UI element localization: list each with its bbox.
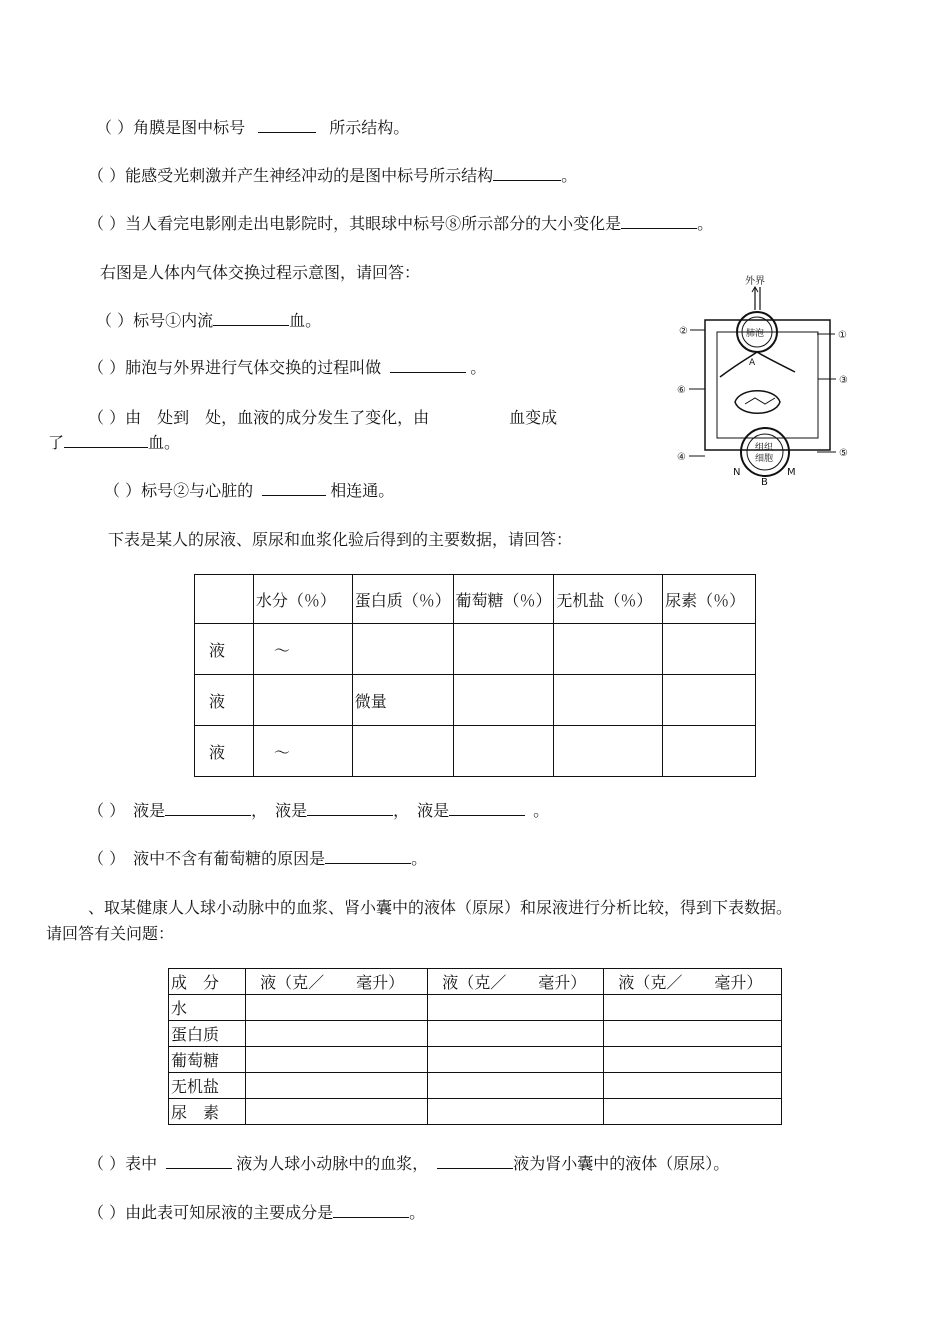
svg-text:⑤: ⑤: [839, 448, 848, 459]
answer-blank[interactable]: [390, 358, 466, 373]
section-intro: 请回答有关问题：: [46, 924, 175, 943]
answer-blank[interactable]: [64, 433, 148, 448]
svg-text:组织: 组织: [755, 443, 774, 453]
table-header-row: 成 分 液（克／ 毫升） 液（克／ 毫升） 液（克／ 毫升）: [169, 969, 782, 995]
table-row: 液 ～: [195, 624, 756, 675]
question-line: （ ）能感受光刺激并产生神经冲动的是图中标号所示结构 。: [88, 166, 578, 185]
label-alveolus: 肺泡: [746, 329, 765, 339]
svg-text:②: ②: [679, 326, 688, 337]
answer-blank[interactable]: [437, 1154, 513, 1169]
question-line: （ ）标号②与心脏的 相连通。: [104, 481, 395, 500]
answer-blank[interactable]: [166, 1154, 232, 1169]
question-line: （ ） 液是 ， 液是 ， 液是 。: [88, 801, 550, 820]
answer-blank[interactable]: [449, 801, 525, 816]
answer-blank[interactable]: [262, 481, 326, 496]
question-line: （ ）表中 液为人球小动脉中的血浆， 液为肾小囊中的液体（原尿）。: [88, 1154, 730, 1173]
table-row: 液 微量: [195, 675, 756, 726]
svg-text:①: ①: [838, 330, 847, 341]
svg-text:N: N: [733, 467, 741, 478]
svg-text:细胞: 细胞: [755, 454, 774, 464]
question-line: 了 血。: [48, 433, 181, 452]
question-line: （ ）当人看完电影刚走出电影院时，其眼球中标号⑧所示部分的大小变化是 。: [88, 214, 714, 233]
table-row: 蛋白质: [169, 1021, 782, 1047]
answer-blank[interactable]: [325, 849, 411, 864]
answer-blank[interactable]: [621, 214, 697, 229]
section-intro: 下表是某人的尿液、原尿和血浆化验后得到的主要数据，请回答：: [108, 530, 573, 549]
question-line: （ ）由 处到 处，血液的成分发生了变化，由 血变成: [88, 408, 558, 427]
section-intro: 右图是人体内气体交换过程示意图，请回答：: [100, 263, 421, 282]
table-row: 尿 素: [169, 1099, 782, 1125]
question-line: （ ）由此表可知尿液的主要成分是 。: [88, 1203, 426, 1222]
svg-text:A: A: [749, 358, 756, 368]
answer-blank[interactable]: [307, 801, 393, 816]
table-row: 液 ～: [195, 726, 756, 777]
answer-blank[interactable]: [258, 118, 316, 133]
heart: [735, 391, 780, 414]
svg-text:④: ④: [677, 452, 686, 463]
plasma-data-table: [168, 968, 782, 1125]
question-line: （ ）标号①内流 血。: [96, 311, 322, 330]
table-header-row: 水分（％） 蛋白质（％） 葡萄糖（％） 无机盐（％） 尿素（％）: [195, 575, 756, 624]
question-line: （ ）肺泡与外界进行气体交换的过程叫做 。: [88, 358, 487, 377]
table-row: 无机盐: [169, 1073, 782, 1099]
answer-blank[interactable]: [333, 1203, 409, 1218]
answer-blank[interactable]: [213, 311, 289, 326]
table-row: 水: [169, 995, 782, 1021]
gas-exchange-diagram: [675, 272, 855, 487]
answer-blank[interactable]: [165, 801, 251, 816]
svg-text:M: M: [787, 467, 796, 478]
section-intro: 、取某健康人人球小动脉中的血浆、肾小囊中的液体（原尿）和尿液进行分析比较，得到下表数据。: [88, 898, 793, 917]
question-line: （ ）角膜是图中标号 所示结构。: [96, 118, 410, 137]
answer-blank[interactable]: [493, 166, 561, 181]
label-outside: 外界: [745, 276, 765, 287]
table-row: 葡萄糖: [169, 1047, 782, 1073]
svg-text:③: ③: [839, 375, 848, 386]
urine-data-table: [194, 574, 756, 777]
svg-text:B: B: [761, 477, 768, 487]
question-line: （ ） 液中不含有葡萄糖的原因是 。: [88, 849, 428, 868]
svg-text:⑥: ⑥: [677, 385, 686, 396]
